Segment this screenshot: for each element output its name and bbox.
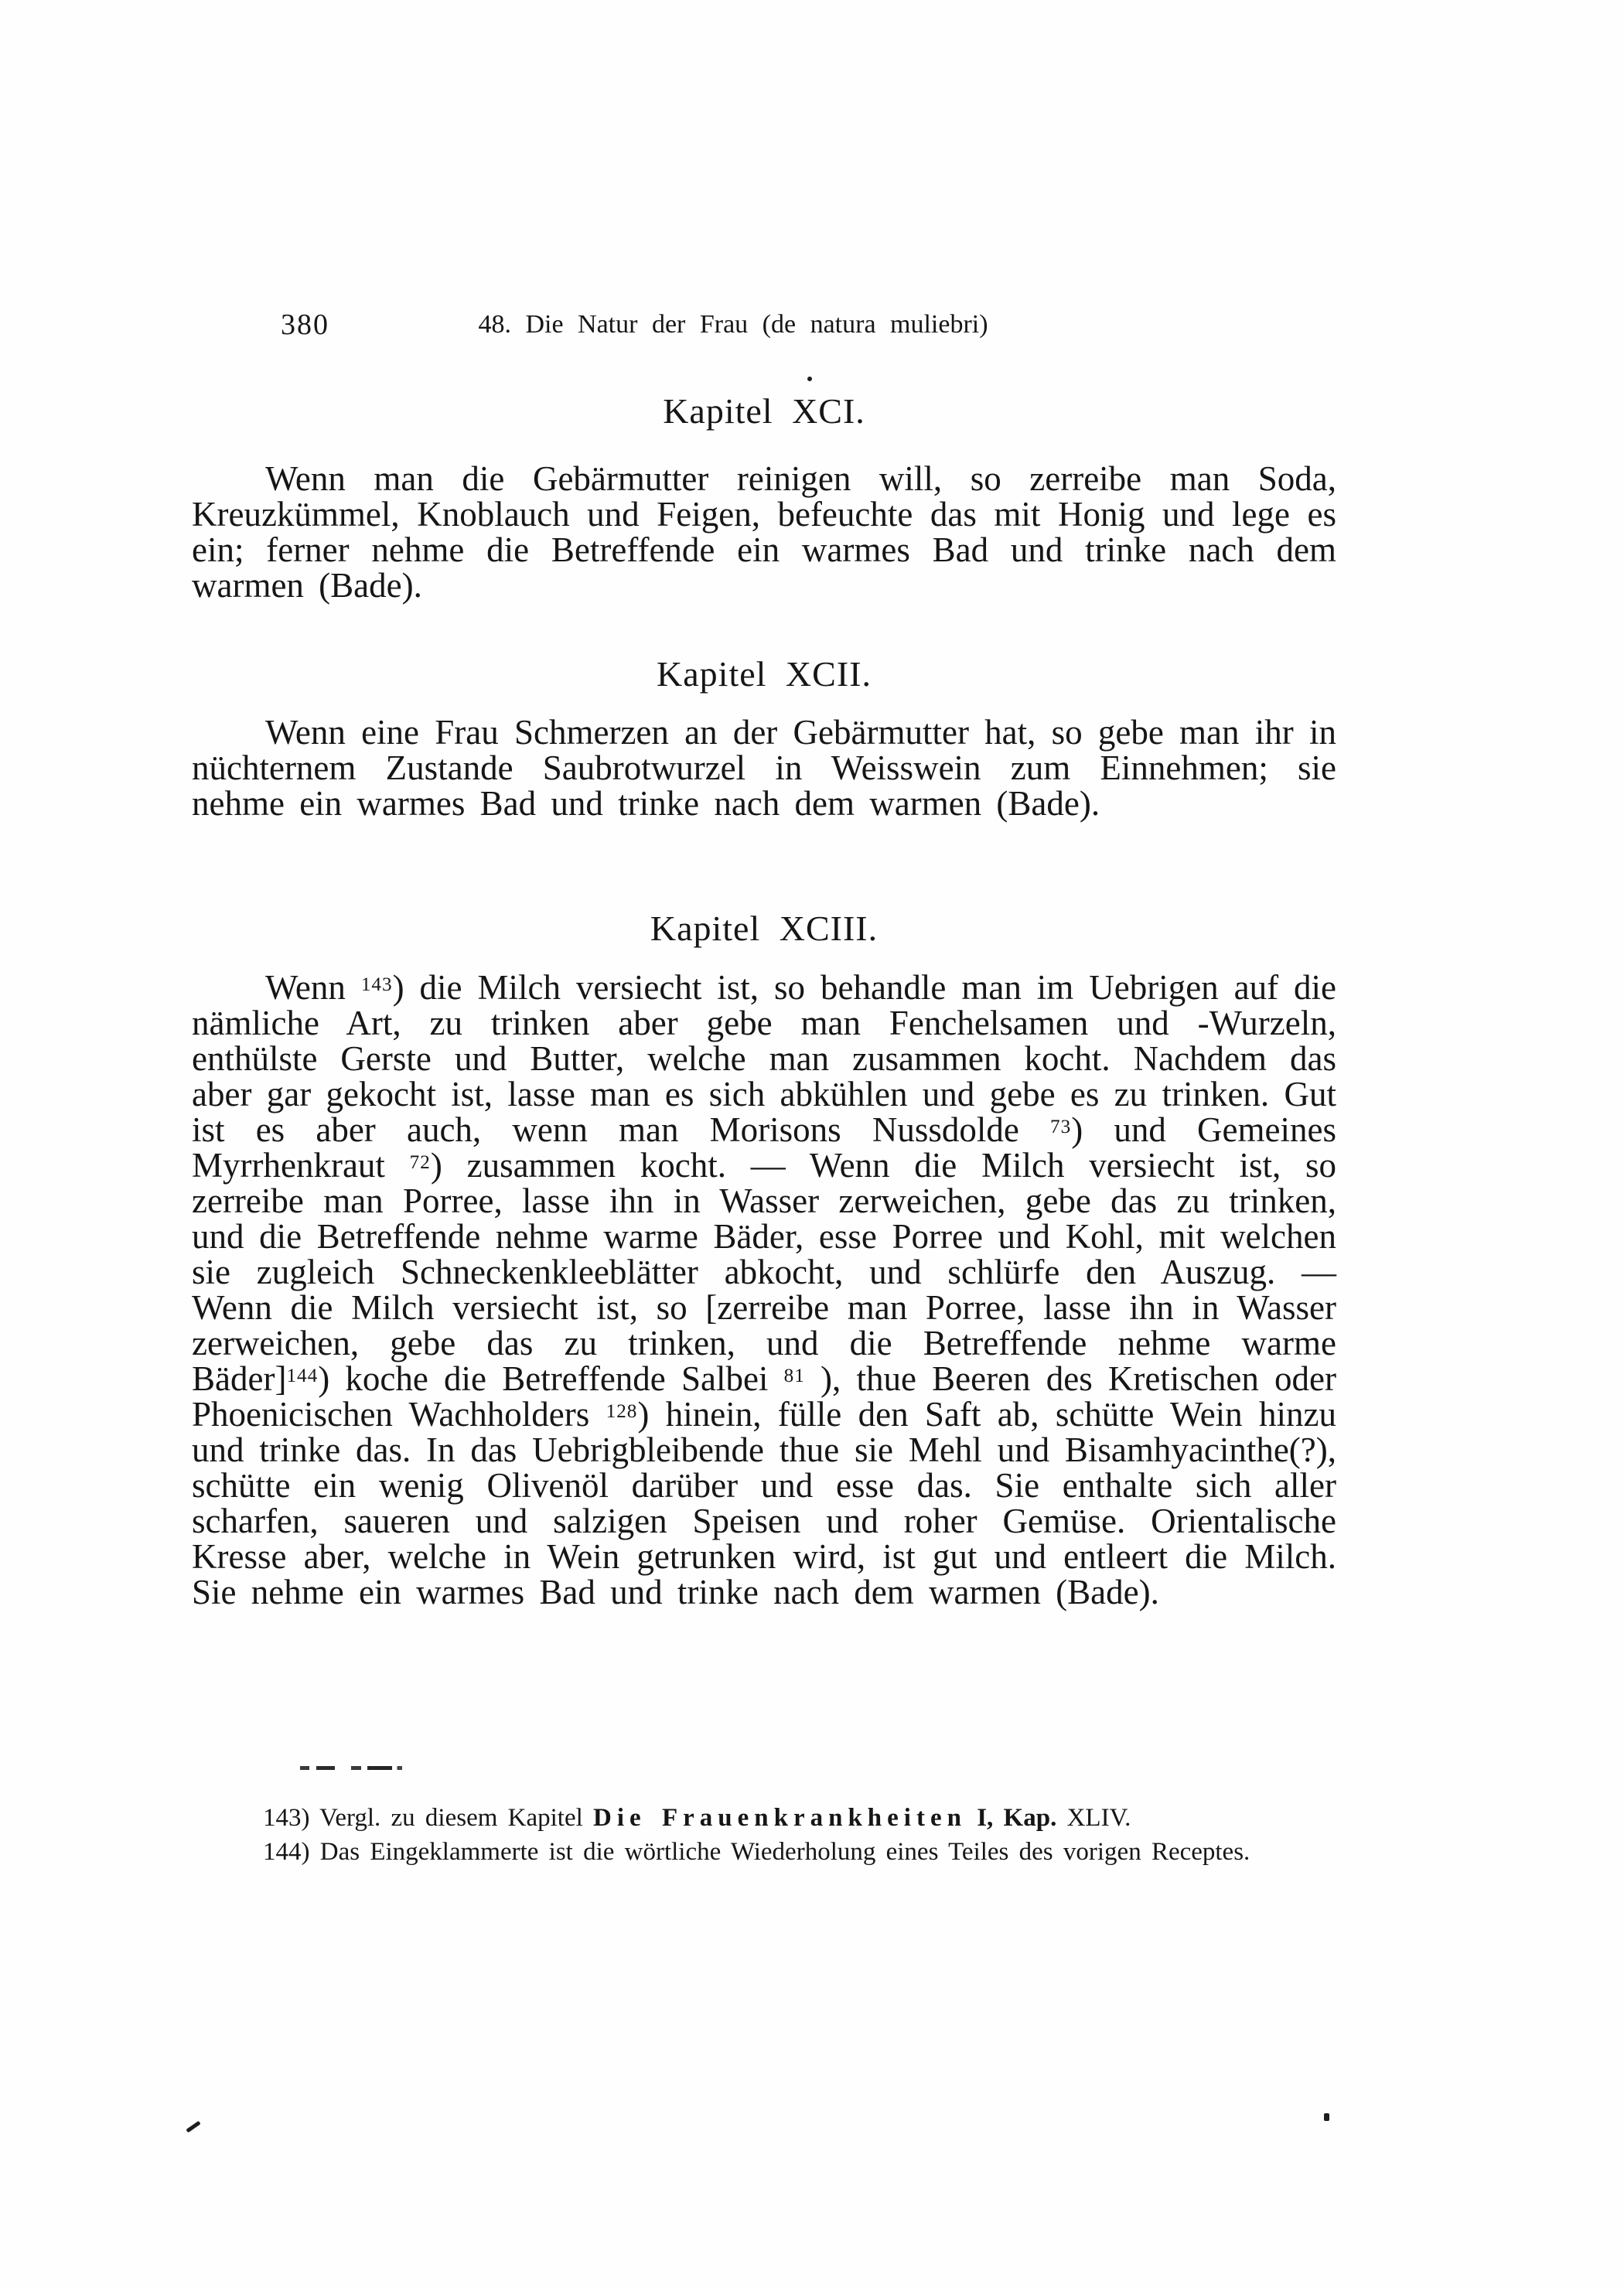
cited-work-ref: I, Kap. [966, 1804, 1057, 1832]
footnote-ref-144: 144 [286, 1366, 319, 1387]
paragraph-text: ) koche die Betreffende Salbei [318, 1359, 784, 1398]
footnote-ref-143: 143 [360, 974, 393, 996]
footnote-ref-81: 81 [783, 1366, 805, 1387]
paragraph-text: ), thue Beeren des Kretischen oder Phoenicischen Wachholders [192, 1359, 1336, 1434]
chapter-heading-xci: Kapitel XCI. [663, 391, 865, 431]
footnote-144 [186, 1837, 1338, 1867]
footnote-143 [186, 1803, 1338, 1833]
scan-artifact-tick [186, 2121, 200, 2133]
footnotes-section [186, 1803, 1338, 1871]
scan-artifact-dot [1324, 2113, 1329, 2121]
chapter-xcii-paragraph: Wenn eine Frau Schmerzen an der Gebärmutter hat, so gebe man ihr in nüchternem Zustande Saubrotwurzel in Weisswein zum Einnehmen; sie nehme ein warmes Bad und trinke nach dem warmen (Bade). [192, 713, 1336, 823]
footnote-text: XLIV. [1056, 1804, 1131, 1832]
chapter-xci-paragraph: Wenn man die Gebärmutter reinigen will, so zerreibe man Soda, Kreuzkümmel, Knoblauch und Feigen, befeuchte das mit Honig und lege es ein; ferner nehme die Betreffende ein warmes Bad und trinke nach dem warmen (Bade). [192, 459, 1336, 605]
footnote-text: Vergl. zu diesem Kapitel [309, 1804, 594, 1832]
footnote-ref-73: 73 [1050, 1117, 1072, 1138]
paragraph-text: ) und Gemeines Myrrhenkraut [192, 1110, 1336, 1185]
paragraph-text: Wenn [265, 968, 361, 1007]
footnote-text: Das Eingeklammerte ist die wörtliche Wiederholung eines Teiles des vorigen Receptes. [309, 1838, 1250, 1866]
chapter-heading-xciii: Kapitel XCIII. [650, 909, 879, 948]
footnote-ref-72: 72 [409, 1152, 431, 1174]
footnote-ref-128: 128 [606, 1401, 638, 1423]
footnote-marker: 144) [263, 1838, 310, 1866]
chapter-xciii-paragraph [192, 970, 1336, 1610]
paragraph-text: ) zusammen kocht. — Wenn die Milch versiecht ist, so zerreibe man Porree, lasse ihn in Wasser zerweichen, gebe das zu trinken, und die Betreffende nehme warme Bäder, esse Porree und Kohl, mit welchen sie zugleich Schneckenkleeblätter abkocht, und schlürfe den Auszug. — Wenn die Milch versiecht ist, so [zerreibe man Porree, lasse ihn in Wasser zerweichen, gebe das zu trinken, und die Betreffende nehme warme Bäder] [192, 1146, 1336, 1398]
paragraph-text: ) die Milch versiecht ist, so behandle man im Uebrigen auf die nämliche Art, zu trinken aber gebe man Fenchelsamen und -Wurzeln, enthülste Gerste und Butter, welche man zusammen kocht. Nachdem das aber gar gekocht ist, lasse man es sich abkühlen und gebe es zu trinken. Gut ist es aber auch, wenn man Morisons Nussdolde [192, 968, 1337, 1149]
scan-artifact-dot [807, 377, 812, 381]
paragraph-text: ) hinein, fülle den Saft ab, schütte Wein hinzu und trinke das. In das Uebrigbleibende thue sie Mehl und Bisamhyacinthe(?), schütte ein wenig Olivenöl darüber und esse das. Sie enthalte sich aller scharfen, saueren und salzigen Speisen und roher Gemüse. Orientalische Kresse aber, welche in Wein getrunken wird, ist gut und entleert die Milch. Sie nehme ein warmes Bad und trinke nach dem warmen (Bade). [192, 1395, 1336, 1611]
running-header: 48. Die Natur der Frau (de natura muliebri) [478, 310, 988, 339]
page-number: 380 [281, 309, 329, 341]
footnote-marker: 143) [263, 1804, 310, 1832]
cited-work-title: Die Frauenkrankheiten [593, 1804, 967, 1832]
chapter-heading-xcii: Kapitel XCII. [657, 654, 872, 694]
footnote-separator-rule [300, 1766, 402, 1770]
